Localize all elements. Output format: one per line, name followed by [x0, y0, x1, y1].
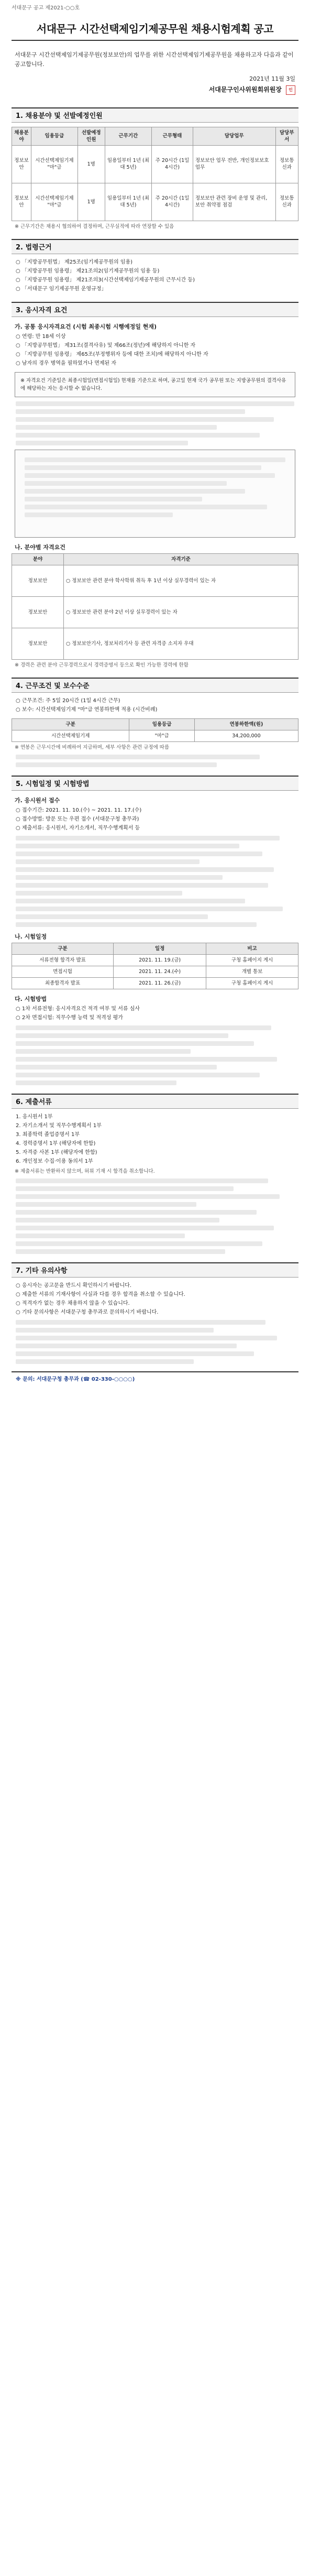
table-cell: 시간선택제임기제 "마"급	[31, 145, 78, 183]
org-name: 서대문구인사위원회위원장	[208, 86, 282, 93]
list-item: ○ 2차 면접시험: 직무수행 능력 및 적격성 평가	[16, 1014, 123, 1021]
divider	[12, 1371, 298, 1372]
text-line	[16, 914, 208, 919]
table-cell: 2021. 11. 19.(금)	[114, 954, 206, 966]
table-cell: ○ 정보보안 관련 분야 학사학위 취득 후 1년 이상 실무경력이 있는 자	[64, 565, 298, 596]
table-cell: 1명	[78, 183, 105, 221]
table-header: 분야	[12, 553, 64, 565]
text-line	[16, 875, 223, 880]
section-3-note: ※ 경력은 관련 분야 근무경력으로서 경력증명서 등으로 확인 가능한 경력에 한함	[15, 662, 189, 668]
table-row	[12, 966, 298, 977]
table-row	[12, 730, 298, 741]
section-6-heading: 6. 제출서류	[12, 1094, 298, 1109]
section-6-note: ※ 제출서류는 반환하지 않으며, 허위 기재 시 합격을 취소합니다.	[15, 1168, 155, 1174]
list-item: ○ 연령: 만 18세 이상	[16, 333, 66, 340]
table-cell: 정보보안	[12, 596, 64, 628]
section-3-heading: 3. 응시자격 요건	[12, 302, 298, 317]
text-line	[16, 852, 262, 856]
table-header: 근무기간	[105, 127, 151, 145]
table-header: 연봉하한액(원)	[194, 718, 298, 730]
table-cell: 임용일부터 1년 (최대 5년)	[105, 145, 151, 183]
table-header: 담당부서	[275, 127, 298, 145]
section-1-note: ※ 근무기간은 채용시 협의하여 결정하며, 근무실적에 따라 연장할 수 있음	[15, 223, 174, 230]
table-header-row	[12, 553, 298, 565]
table-header: 비고	[206, 943, 298, 954]
table-header-row	[12, 718, 298, 730]
text-line	[16, 883, 268, 888]
table-row	[12, 183, 298, 221]
text-line	[16, 1073, 260, 1077]
text-line	[25, 489, 245, 494]
table-cell: 주 20시간 (1일 4시간)	[152, 145, 193, 183]
list-item: ○ 「지방공무원법」 제25조(임기제공무원의 임용)	[16, 259, 133, 265]
table-cell: 최종합격자 발표	[12, 977, 114, 989]
text-line	[16, 1202, 196, 1207]
table-row	[12, 565, 298, 596]
table-header: 일정	[114, 943, 206, 954]
table-cell: 1명	[78, 145, 105, 183]
recruitment-table	[12, 127, 298, 221]
subheading: 나. 시험일정	[15, 933, 47, 940]
notice-number: 서대문구 공고 제2021-○○호	[12, 5, 80, 11]
text-line	[16, 1049, 191, 1054]
table-header: 임용등급	[31, 127, 78, 145]
list-item: ○ 「지방공무원 임용령」 제21조의2(임기제공무원의 임용 등)	[16, 268, 160, 274]
list-item: 3. 최종학력 졸업증명서 1부	[16, 1131, 80, 1138]
text-line	[16, 1186, 234, 1191]
text-line	[16, 1041, 254, 1046]
text-line	[16, 1241, 262, 1246]
text-line	[16, 899, 245, 903]
eligibility-notice-box: ※ 자격요건 기준일은 최종시험일(면접시험일) 현재를 기준으로 하며, 공고일 현재 국가 공무원 또는 지방공무원의 결격사유에 해당하는 자는 응시할 수 없습니다.	[15, 372, 295, 397]
table-header: 근무형태	[152, 127, 193, 145]
table-header-row	[12, 943, 298, 954]
table-cell: 정보보안	[12, 565, 64, 596]
table-cell: 시간선택제임기제	[12, 730, 129, 741]
table-cell: 서류전형 합격자 발표	[12, 954, 114, 966]
subheading: 가. 공통 응시자격요건 (시험 최종시험 시행예정일 현재)	[15, 323, 157, 330]
text-line	[16, 844, 239, 848]
text-line	[25, 473, 275, 478]
table-cell: 정보통신과	[275, 145, 298, 183]
text-line	[16, 433, 260, 438]
notice-date: 2021년 11월 3일	[249, 75, 295, 82]
text-line	[16, 409, 245, 414]
text-line	[16, 1359, 194, 1364]
table-cell: 면접시험	[12, 966, 114, 977]
text-line	[25, 505, 267, 509]
subheading: 다. 시험방법	[15, 995, 47, 1002]
subheading: 가. 응시원서 접수	[15, 796, 60, 804]
table-cell: 개별 통보	[206, 966, 298, 977]
intro-text: 서대문구 시간선택제임기제공무원(정보보안)의 업무를 위한 시간선택제임기제공무원을 채용하고자 다음과 같이 공고합니다.	[15, 51, 294, 68]
section-4-note: ※ 연봉은 근무시간에 비례하여 지급하며, 세부 사항은 관련 규정에 따름	[15, 744, 170, 750]
table-row	[12, 977, 298, 989]
table-row	[12, 628, 298, 659]
text-line	[16, 1080, 176, 1085]
table-cell: ○ 정보보안 관련 분야 2년 이상 실무경력이 있는 자	[64, 596, 298, 628]
list-item: ○ 접수방법: 방문 또는 우편 접수 (서대문구청 총무과)	[16, 816, 139, 822]
list-item: ○ 근무조건: 주 5일 20시간 (1일 4시간 근무)	[16, 697, 120, 704]
text-line	[16, 891, 182, 896]
text-line	[16, 1057, 277, 1062]
text-line	[16, 907, 283, 911]
table-header: 임용등급	[129, 718, 194, 730]
table-cell: 정보보안 관련 장비 운영 및 관리, 보안 취약점 점검	[193, 183, 275, 221]
text-line	[25, 512, 173, 517]
table-cell: 34,200,000	[194, 730, 298, 741]
list-item: ○ 접수기간: 2021. 11. 10.(수) ~ 2021. 11. 17.(수)	[16, 807, 142, 813]
text-line	[16, 1065, 217, 1069]
text-line	[16, 1218, 219, 1222]
text-line	[16, 1328, 214, 1333]
text-line	[25, 465, 261, 470]
list-item: 6. 개인정보 수집·이용 동의서 1부	[16, 1158, 93, 1164]
table-cell: 2021. 11. 24.(수)	[114, 966, 206, 977]
list-item: 1. 응시원서 1부	[16, 1114, 53, 1120]
table-cell: ○ 정보보안기사, 정보처리기사 등 관련 자격증 소지자 우대	[64, 628, 298, 659]
table-header: 선발예정 인원	[78, 127, 105, 145]
text-line	[16, 417, 274, 422]
list-item: ○ 응시자는 공고문을 반드시 확인하시기 바랍니다.	[16, 1282, 131, 1289]
table-cell: 2021. 11. 26.(금)	[114, 977, 206, 989]
schedule-table	[12, 943, 298, 989]
text-line	[16, 1344, 237, 1348]
text-line	[25, 497, 202, 501]
section-4-heading: 4. 근무조건 및 보수수준	[12, 678, 298, 693]
text-line	[16, 1234, 185, 1238]
salary-table	[12, 718, 298, 742]
text-line	[16, 1320, 265, 1325]
text-line	[16, 1336, 277, 1340]
table-row	[12, 954, 298, 966]
list-item: ○ 남자의 경우 병역을 필하였거나 면제된 자	[16, 360, 117, 366]
list-item: ○ 제출서류: 응시원서, 자기소개서, 직무수행계획서 등	[16, 825, 140, 831]
text-line	[16, 1226, 274, 1230]
list-item: ○ 「서대문구 임기제공무원 운영규정」	[16, 286, 107, 292]
section-2-heading: 2. 법령근거	[12, 239, 298, 254]
text-line	[16, 1178, 268, 1183]
list-item: 5. 자격증 사본 1부 (해당자에 한함)	[16, 1149, 97, 1155]
table-cell: 시간선택제임기제 "마"급	[31, 183, 78, 221]
list-item: 4. 경력증명서 1부 (해당자에 한함)	[16, 1140, 96, 1147]
issuing-org	[15, 85, 295, 95]
text-line	[16, 762, 217, 767]
text-line	[16, 755, 260, 759]
text-line	[16, 1025, 271, 1030]
table-cell: 정보통신과	[275, 183, 298, 221]
page-title: 서대문구 시간선택제임기제공무원 채용시험계획 공고	[12, 15, 298, 41]
list-item: ○ 1차 서류전형: 응시자격요건 적격 여부 및 서류 심사	[16, 1006, 140, 1012]
list-item: ○ 보수: 시간선택제임기제 "마"급 연봉하한액 적용 (시간비례)	[16, 706, 158, 713]
section-1-heading: 1. 채용분야 및 선발예정인원	[12, 107, 298, 123]
list-item: ○ 「지방공무원 임용령」 제21조의3(시간선택제임기제공무원의 근무시간 등)	[16, 277, 195, 283]
section-5-heading: 5. 시험일정 및 시험방법	[12, 776, 298, 791]
text-line	[16, 1033, 228, 1038]
text-line	[25, 481, 227, 486]
table-header: 구분	[12, 943, 114, 954]
text-line	[16, 425, 217, 430]
list-item: ○ 적격자가 없는 경우 채용하지 않을 수 있습니다.	[16, 1300, 130, 1306]
text-line	[16, 1210, 257, 1215]
list-item: ○ 「지방공무원법」 제31조(결격사유) 및 제66조(정년)에 해당하지 아니한 자	[16, 342, 196, 348]
qualification-table	[12, 553, 298, 660]
text-line	[16, 1194, 280, 1199]
table-row	[12, 145, 298, 183]
table-cell: 구청 홈페이지 게시	[206, 954, 298, 966]
text-line	[16, 441, 188, 445]
table-cell: 정보보안	[12, 628, 64, 659]
detail-box	[15, 450, 295, 538]
list-item: 2. 자기소개서 및 직무수행계획서 1부	[16, 1122, 102, 1129]
section-7-heading: 7. 기타 유의사항	[12, 1262, 298, 1278]
table-header: 채용분야	[12, 127, 31, 145]
table-cell: 임용일부터 1년 (최대 5년)	[105, 183, 151, 221]
text-line	[16, 401, 294, 406]
table-header: 담당업무	[193, 127, 275, 145]
table-cell: 정보보안	[12, 183, 31, 221]
subheading: 나. 분야별 자격요건	[15, 543, 65, 551]
table-cell: "마"급	[129, 730, 194, 741]
text-line	[16, 836, 280, 841]
table-cell: 정보보안 업무 전반, 개인정보보호 업무	[193, 145, 275, 183]
text-line	[16, 867, 274, 872]
table-row	[12, 596, 298, 628]
table-header-row	[12, 127, 298, 145]
text-line	[16, 922, 257, 927]
org-seal-icon: 인	[286, 85, 295, 95]
text-line	[16, 1351, 254, 1356]
list-item: ○ 제출한 서류의 기재사항이 사실과 다를 경우 합격을 취소할 수 있습니다.	[16, 1291, 185, 1297]
text-line	[16, 1249, 225, 1254]
table-cell: 구청 홈페이지 게시	[206, 977, 298, 989]
table-header: 자격기준	[64, 553, 298, 565]
text-line	[25, 457, 285, 462]
table-header: 구분	[12, 718, 129, 730]
list-item: ○ 기타 문의사항은 서대문구청 총무과로 문의하시기 바랍니다.	[16, 1309, 159, 1315]
text-line	[16, 859, 200, 864]
table-cell: 정보보안	[12, 145, 31, 183]
contact-info: ※ 문의: 서대문구청 총무과 (☎ 02-330-○○○○)	[16, 1376, 135, 1382]
list-item: ○ 「지방공무원 임용령」 제65조(부정행위자 등에 대한 조치)에 해당하지 아니한 자	[16, 351, 208, 357]
table-cell: 주 20시간 (1일 4시간)	[152, 183, 193, 221]
